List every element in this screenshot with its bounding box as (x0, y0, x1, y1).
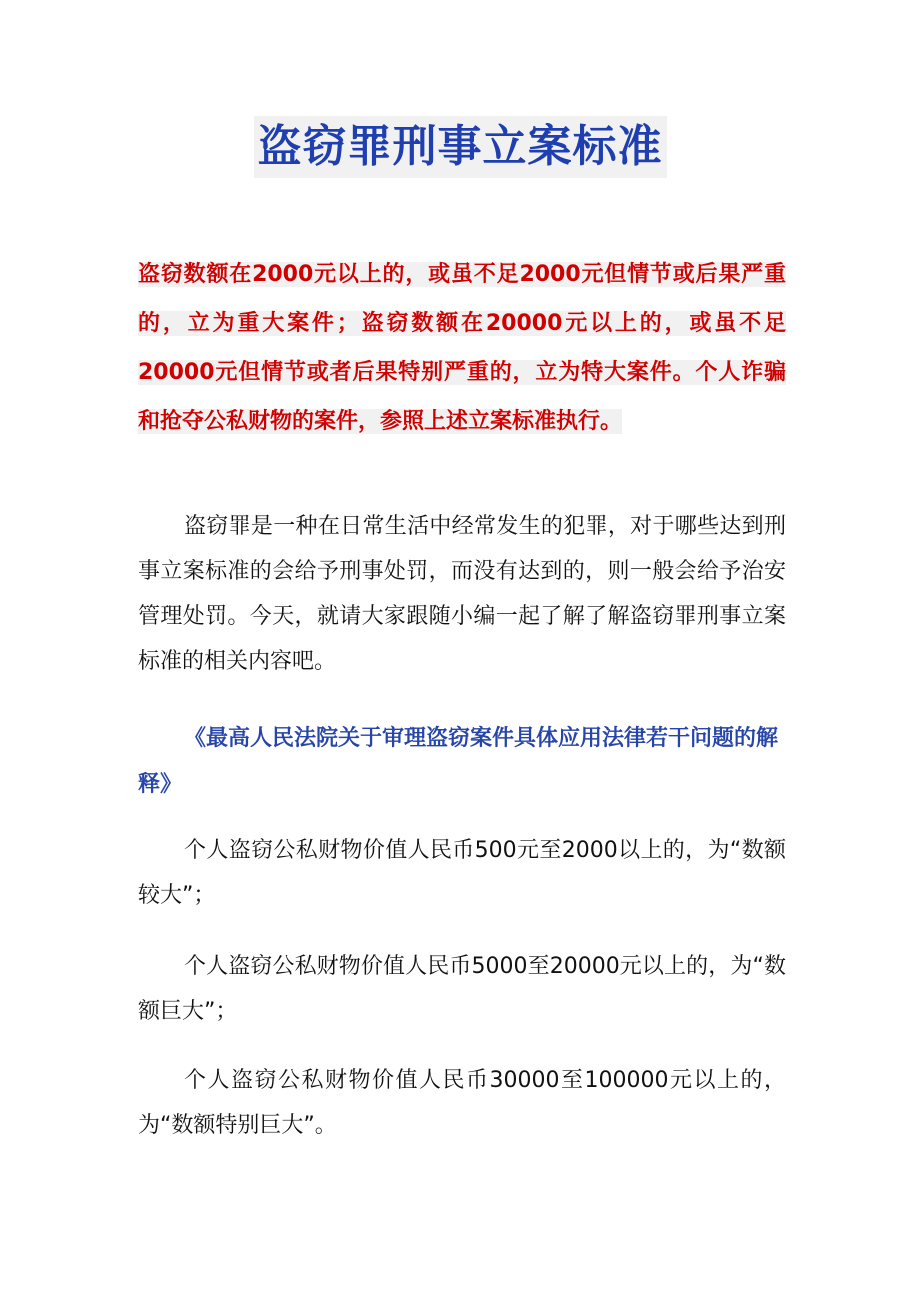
clause-amount-large: 个人盗窃公私财物价值人民币500元至2000以上的，为“数额较大”； (138, 838, 786, 908)
clause-amount-especially-huge: 个人盗窃公私财物价值人民币30000至100000元以上的，为“数额特别巨大”。 (138, 1068, 786, 1138)
highlight-section (138, 250, 786, 446)
law-title: 《最高人民法院关于审理盗窃案件具体应用法律若干问题的解释》 (138, 726, 779, 797)
highlight-paragraph-text: 盗窃数额在2000元以上的，或虽不足2000元但情节或后果严重的，立为重大案件；盗窃数额在20000元以上的，或虽不足20000元但情节或者后果特别严重的，立为特大案件。个人诈骗和抢夺公私财物的案件，参照上述立案标准执行。 (138, 262, 786, 434)
highlight-paragraph (138, 250, 786, 446)
intro-paragraph: 盗窃罪是一种在日常生活中经常发生的犯罪，对于哪些达到刑事立案标准的会给予刑事处罚，而没有达到的，则一般会给予治安管理处罚。今天，就请大家跟随小编一起了解了解盗窃罪刑事立案标准的相关内容吧。 (138, 514, 786, 674)
document-title: 盗窃罪刑事立案标准 (254, 116, 667, 178)
title-container (0, 116, 920, 178)
clause-amount-huge: 个人盗窃公私财物价值人民币5000至20000元以上的，为“数额巨大”； (138, 954, 786, 1024)
